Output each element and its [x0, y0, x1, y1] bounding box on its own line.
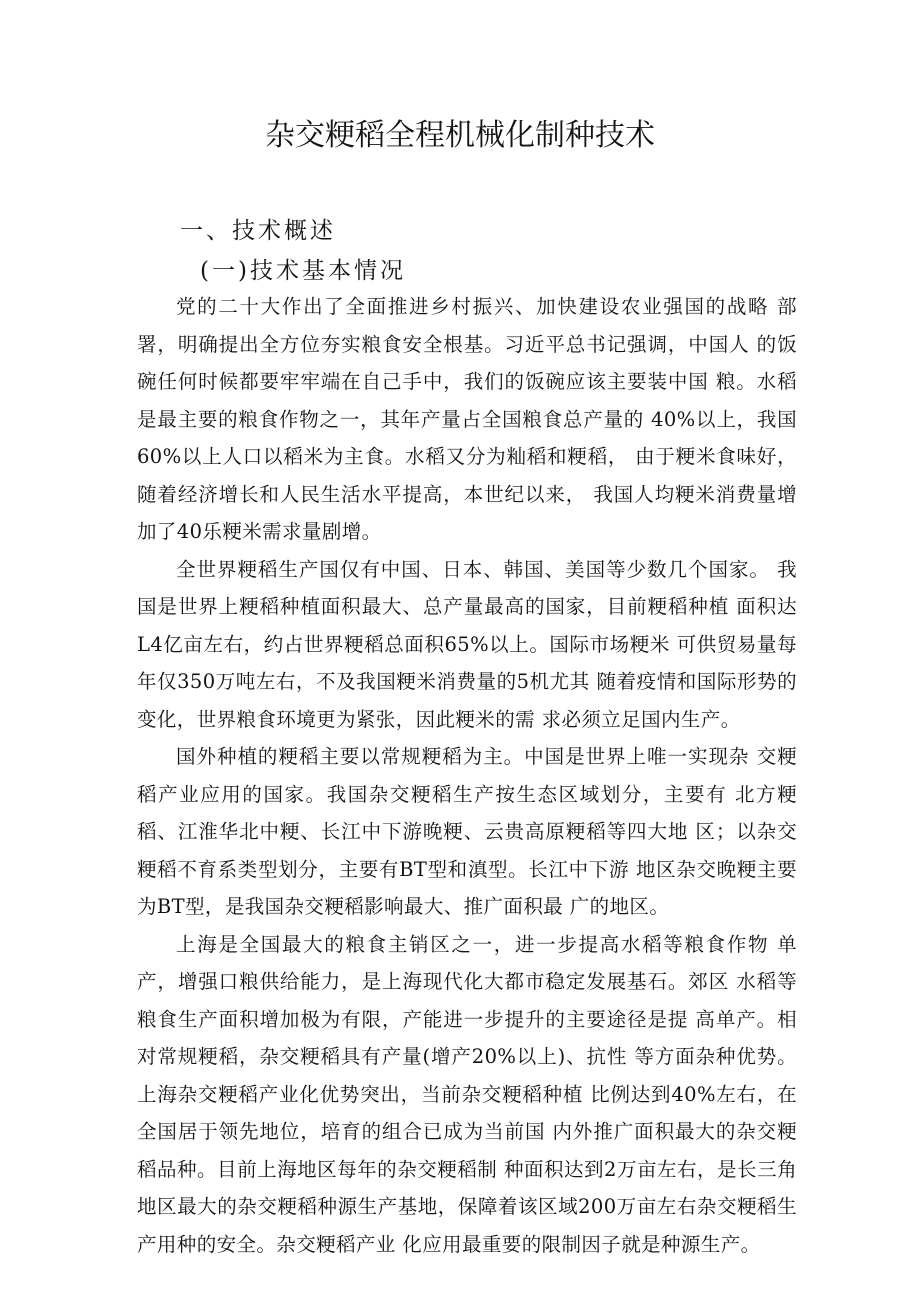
body-text: [137, 288, 797, 1263]
paragraph-4: 上海是全国最大的粮食主销区之一，进一步提高水稻等粮食作物 单产，增强口粮供给能力，是上海现代化大都市稳定发展基石。郊区 水稻等粮食生产面积增加极为有限，产能进一步提升的主要途径是提 高单产。相对常规粳稻，杂交粳稻具有产量(增产20%以上)、抗性 等方面杂种优势。上海杂交粳稻产业化优势突出，当前杂交粳稻种植 比例达到40%左右，在全国居于领先地位，培育的组合已成为当前国 内外推广面积最大的杂交粳稻品种。目前上海地区每年的杂交粳稻制 种面积达到2万亩左右，是长三角地区最大的杂交粳稻种源生产基地，保障着该区域200万亩左右杂交粳稻生产用种的安全。杂交粳稻产业 化应用最重要的限制因子就是种源生产。: [137, 932, 797, 1256]
paragraph-2: 全世界粳稻生产国仅有中国、日本、韩国、美国等少数几个国家。 我国是世界上粳稻种植面积最大、总产量最高的国家，目前粳稻种植 面积达L4亿亩左右，约占世界粳稻总面积65%以上。国际市场粳米 可供贸易量每年仅350万吨左右，不及我国粳米消费量的5机尤其 随着疫情和国际形势的变化，世界粮食环境更为紧张，因此粳米的需 求必须立足国内生产。: [137, 557, 797, 731]
paragraph-1: 党的二十大作出了全面推进乡村振兴、加快建设农业强国的战略 部署，明确提出全方位夯实粮食安全根基。习近平总书记强调，中国人 的饭碗任何时候都要牢牢端在自己手中，我们的饭碗应该主要装中国 粮。水稻是最主要的粮食作物之一，其年产量占全国粮食总产量的 40%以上，我国60%以上人口以稻米为主食。水稻又分为籼稻和粳稻， 由于粳米食味好，随着经济增长和人民生活水平提高，本世纪以来， 我国人均粳米消费量增加了40乐粳米需求量剧增。: [137, 295, 797, 543]
section-heading: 一、技术概述: [180, 218, 336, 244]
document-title: 杂交粳稻全程机械化制种技术: [265, 118, 655, 153]
subsection-heading: (一)技术基本情况: [200, 258, 406, 284]
paragraph-3: 国外种植的粳稻主要以常规粳稻为主。中国是世界上唯一实现杂 交粳稻产业应用的国家。我国杂交粳稻生产按生态区域划分，主要有 北方粳稻、江淮华北中粳、长江中下游晚粳、云贵高原粳稻等四大地 区；以杂交粳稻不育系类型划分，主要有BT型和滇型。长江中下游 地区杂交晚粳主要为BT型，是我国杂交粳稻影响最大、推广面积最 广的地区。: [137, 745, 797, 918]
